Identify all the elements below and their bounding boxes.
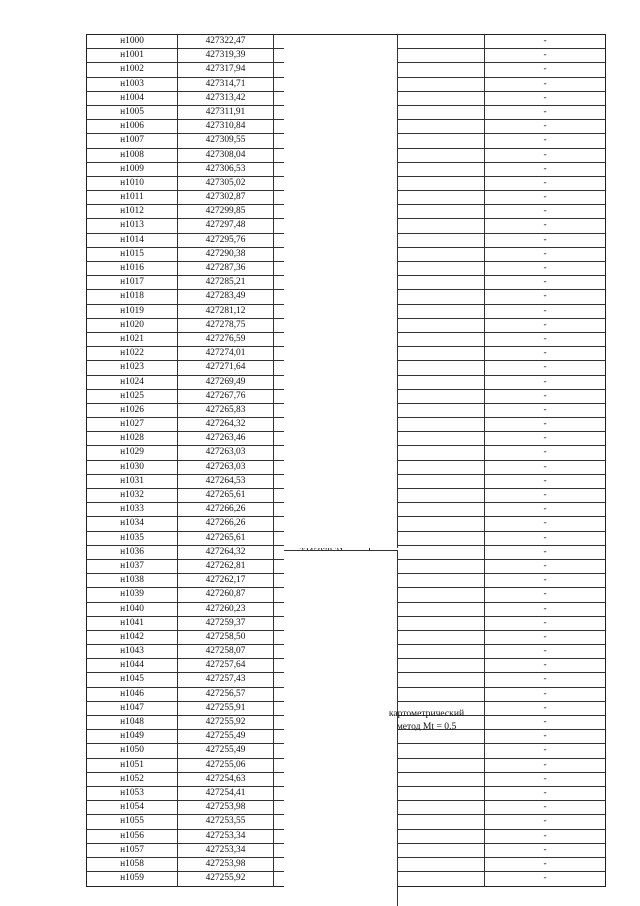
point-name: н1043 <box>87 645 178 658</box>
value-cell: - <box>543 121 547 132</box>
x-coordinate: 427267,76 <box>178 390 274 403</box>
point-name: н1014 <box>87 234 178 247</box>
point-name: н1022 <box>87 347 178 360</box>
point-name: н1025 <box>87 390 178 403</box>
x-coordinate: 427264,32 <box>178 546 274 559</box>
point-name: н1003 <box>87 78 178 91</box>
point-name: н1001 <box>87 49 178 62</box>
value-cell: - <box>543 433 547 444</box>
point-name: н1030 <box>87 461 178 474</box>
point-name: н1002 <box>87 63 178 76</box>
value-cell: - <box>543 504 547 515</box>
value-cell: - <box>543 873 547 884</box>
x-coordinate: 427255,49 <box>178 744 274 757</box>
value-cell: - <box>543 64 547 75</box>
point-name: н1042 <box>87 631 178 644</box>
x-coordinate: 427322,47 <box>178 35 274 48</box>
point-name: н1040 <box>87 603 178 616</box>
method-label: картометрический метод Mt = 0.5 <box>388 708 465 732</box>
x-coordinate: 427295,76 <box>178 234 274 247</box>
value-cell: - <box>543 759 547 770</box>
x-coordinate: 427253,55 <box>178 815 274 828</box>
x-coordinate: 427255,92 <box>178 872 274 886</box>
point-name: н1041 <box>87 617 178 630</box>
point-name: н1007 <box>87 134 178 147</box>
value-cell: - <box>543 248 547 259</box>
point-name: н1049 <box>87 730 178 743</box>
point-name: н1031 <box>87 475 178 488</box>
point-name: н1048 <box>87 716 178 729</box>
point-name: н1050 <box>87 744 178 757</box>
point-name: н1018 <box>87 290 178 303</box>
point-name: н1058 <box>87 858 178 871</box>
value-cell: - <box>543 816 547 827</box>
point-name: н1044 <box>87 659 178 672</box>
value-cell: - <box>543 362 547 373</box>
x-coordinate: 427281,12 <box>178 305 274 318</box>
point-name: н1039 <box>87 588 178 601</box>
point-name: н1032 <box>87 489 178 502</box>
point-name: н1053 <box>87 787 178 800</box>
value-cell: - <box>543 617 547 628</box>
value-cell: - <box>543 106 547 117</box>
x-coordinate: 427255,49 <box>178 730 274 743</box>
value-cell: - <box>543 717 547 727</box>
x-coordinate: 427266,26 <box>178 503 274 516</box>
x-coordinate: 427287,36 <box>178 262 274 275</box>
x-coordinate: 427317,94 <box>178 63 274 76</box>
x-coordinate: 427263,46 <box>178 432 274 445</box>
point-name: н1021 <box>87 333 178 346</box>
x-coordinate: 427290,38 <box>178 248 274 261</box>
x-coordinate: 427263,03 <box>178 446 274 459</box>
point-name: н1024 <box>87 376 178 389</box>
x-coordinate: 427254,63 <box>178 773 274 786</box>
method-cell-upper <box>284 35 398 548</box>
point-name: н1051 <box>87 759 178 772</box>
x-coordinate: 427255,91 <box>178 702 274 715</box>
point-name: н1057 <box>87 844 178 857</box>
point-name: н1047 <box>87 702 178 715</box>
value-cell: - <box>543 745 547 756</box>
value-cell: - <box>543 36 547 46</box>
x-coordinate: 427262,81 <box>178 560 274 573</box>
point-name: н1017 <box>87 276 178 289</box>
point-name: н1036 <box>87 546 178 559</box>
x-coordinate: 427319,39 <box>178 49 274 62</box>
point-name: н1009 <box>87 163 178 176</box>
x-coordinate: 427260,23 <box>178 603 274 616</box>
x-coordinate: 427265,61 <box>178 489 274 502</box>
point-name: н1010 <box>87 177 178 190</box>
point-name: н1023 <box>87 361 178 374</box>
point-name: н1028 <box>87 432 178 445</box>
point-name: н1052 <box>87 773 178 786</box>
x-coordinate: 427314,71 <box>178 78 274 91</box>
x-coordinate: 427257,43 <box>178 673 274 686</box>
value-cell: - <box>543 475 547 486</box>
value-cell: - <box>543 177 547 188</box>
value-cell: - <box>543 220 547 231</box>
value-cell: - <box>543 263 547 273</box>
value-cell: - <box>543 546 547 557</box>
point-name: н1027 <box>87 418 178 431</box>
point-name: н1019 <box>87 305 178 318</box>
x-coordinate: 427256,57 <box>178 688 274 701</box>
x-coordinate: 427265,61 <box>178 532 274 545</box>
value-cell: - <box>543 532 547 543</box>
value-cell: - <box>543 206 547 217</box>
x-coordinate: 427254,41 <box>178 787 274 800</box>
point-name: н1016 <box>87 262 178 275</box>
value-cell: - <box>543 490 547 500</box>
value-cell: - <box>543 92 547 103</box>
x-coordinate: 427299,85 <box>178 205 274 218</box>
value-cell: - <box>543 787 547 798</box>
x-coordinate: 427259,37 <box>178 617 274 630</box>
x-coordinate: 427269,49 <box>178 376 274 389</box>
value-cell: - <box>543 773 547 784</box>
point-name: н1056 <box>87 830 178 843</box>
x-coordinate: 427276,59 <box>178 333 274 346</box>
x-coordinate: 427308,04 <box>178 149 274 162</box>
x-coordinate: 427265,83 <box>178 404 274 417</box>
point-name: н1034 <box>87 517 178 530</box>
value-cell: - <box>543 674 547 685</box>
point-name: н1046 <box>87 688 178 701</box>
x-coordinate: 427266,26 <box>178 517 274 530</box>
x-coordinate: 427253,34 <box>178 844 274 857</box>
value-cell: - <box>543 333 547 344</box>
value-cell: - <box>543 319 547 330</box>
point-name: н1026 <box>87 404 178 417</box>
value-cell: - <box>543 858 547 869</box>
point-name: н1011 <box>87 191 178 204</box>
value-cell: - <box>543 447 547 458</box>
x-coordinate: 427309,55 <box>178 134 274 147</box>
point-name: н1037 <box>87 560 178 573</box>
x-coordinate: 427271,64 <box>178 361 274 374</box>
x-coordinate: 427311,91 <box>178 106 274 119</box>
value-cell: - <box>543 291 547 302</box>
x-coordinate: 427253,98 <box>178 801 274 814</box>
x-coordinate: 427302,87 <box>178 191 274 204</box>
value-cell: - <box>543 589 547 600</box>
x-coordinate: 427285,21 <box>178 276 274 289</box>
value-cell: - <box>543 631 547 642</box>
value-cell: - <box>543 660 547 671</box>
x-coordinate: 427278,75 <box>178 319 274 332</box>
point-name: н1029 <box>87 446 178 459</box>
value-cell: - <box>543 135 547 146</box>
x-coordinate: 427253,34 <box>178 830 274 843</box>
value-cell: - <box>543 802 547 813</box>
point-name: н1055 <box>87 815 178 828</box>
value-cell: - <box>543 575 547 586</box>
value-cell: - <box>543 702 547 713</box>
value-cell: - <box>543 78 547 89</box>
value-cell: - <box>543 149 547 160</box>
point-name: н1038 <box>87 574 178 587</box>
x-coordinate: 427264,53 <box>178 475 274 488</box>
value-cell: - <box>543 646 547 657</box>
x-coordinate: 427313,42 <box>178 92 274 105</box>
x-coordinate: 427255,06 <box>178 759 274 772</box>
x-coordinate: 427253,98 <box>178 858 274 871</box>
point-name: н1006 <box>87 120 178 133</box>
x-coordinate: 427257,64 <box>178 659 274 672</box>
value-cell: - <box>543 390 547 401</box>
value-cell: - <box>543 50 547 61</box>
value-cell: - <box>543 518 547 529</box>
point-name: н1020 <box>87 319 178 332</box>
x-coordinate: 427255,92 <box>178 716 274 729</box>
x-coordinate: 427310,84 <box>178 120 274 133</box>
value-cell: - <box>543 844 547 855</box>
point-name: н1054 <box>87 801 178 814</box>
value-cell: - <box>543 234 547 245</box>
point-name: н1015 <box>87 248 178 261</box>
value-cell: - <box>543 419 547 430</box>
value-cell: - <box>543 688 547 699</box>
x-coordinate: 427258,07 <box>178 645 274 658</box>
x-coordinate: 427258,50 <box>178 631 274 644</box>
point-name: н1004 <box>87 92 178 105</box>
point-name: н1013 <box>87 219 178 232</box>
point-name: н1035 <box>87 532 178 545</box>
value-cell: - <box>543 404 547 415</box>
point-name: н1059 <box>87 872 178 886</box>
point-name: н1045 <box>87 673 178 686</box>
x-coordinate: 427306,53 <box>178 163 274 176</box>
value-cell: - <box>543 376 547 387</box>
point-name: н1012 <box>87 205 178 218</box>
value-cell: - <box>543 305 547 316</box>
value-cell: - <box>543 560 547 571</box>
x-coordinate: 427262,17 <box>178 574 274 587</box>
value-cell: - <box>543 603 547 614</box>
point-name: н1005 <box>87 106 178 119</box>
value-cell: - <box>543 461 547 472</box>
x-coordinate: 427305,02 <box>178 177 274 190</box>
value-cell: - <box>543 192 547 203</box>
value-cell: - <box>543 348 547 359</box>
x-coordinate: 427264,32 <box>178 418 274 431</box>
x-coordinate: 427283,49 <box>178 290 274 303</box>
x-coordinate: 427260,87 <box>178 588 274 601</box>
x-coordinate: 427263,03 <box>178 461 274 474</box>
point-name: н1033 <box>87 503 178 516</box>
x-coordinate: 427297,48 <box>178 219 274 232</box>
point-name: н1008 <box>87 149 178 162</box>
point-name: н1000 <box>87 35 178 48</box>
x-coordinate: 427274,01 <box>178 347 274 360</box>
value-cell: - <box>543 163 547 174</box>
value-cell: - <box>543 830 547 841</box>
value-cell: - <box>543 277 547 288</box>
value-cell: - <box>543 731 547 742</box>
